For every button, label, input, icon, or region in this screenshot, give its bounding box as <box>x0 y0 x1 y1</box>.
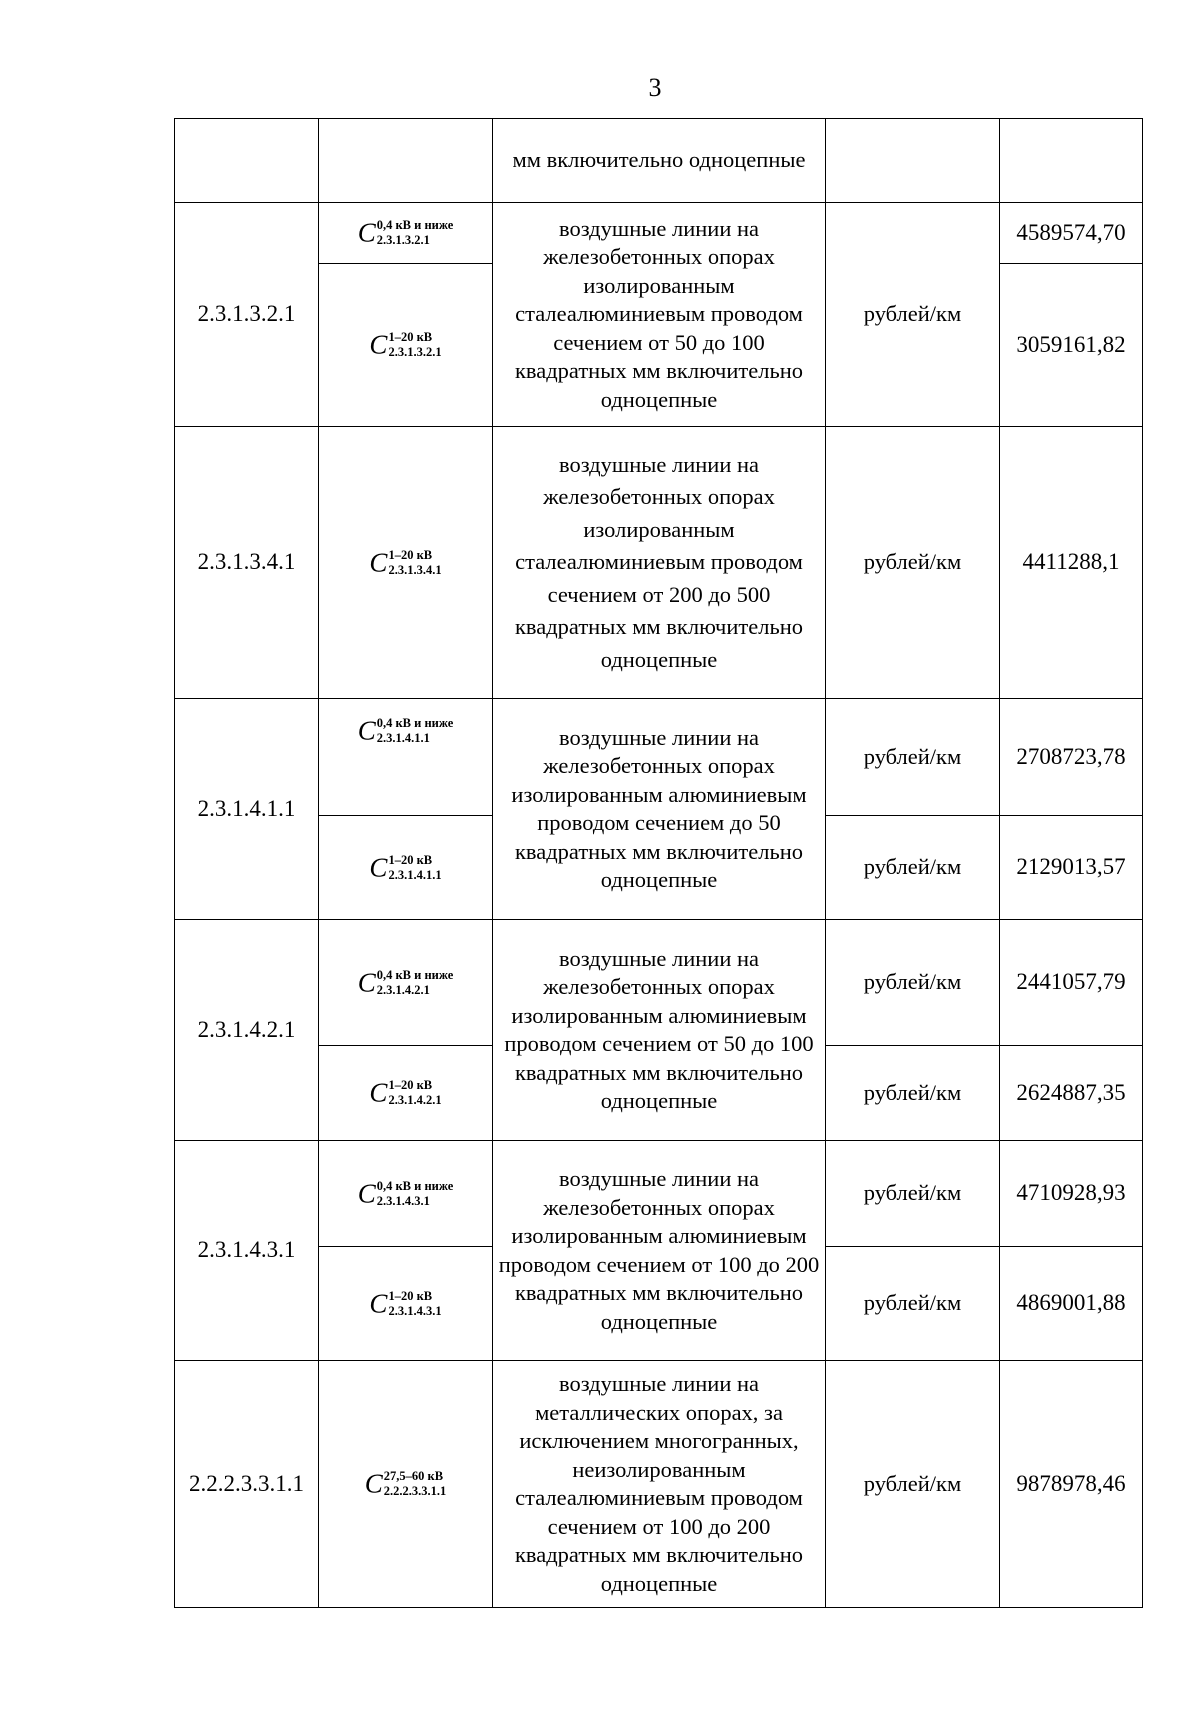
rate-symbol: C 0,4 кВ и ниже 2.3.1.4.3.1 <box>357 1178 454 1209</box>
rate-symbol-cell <box>319 203 493 264</box>
rate-symbol: C 27,5–60 кВ 2.2.2.3.3.1.1 <box>364 1468 447 1499</box>
table-row <box>175 427 1143 699</box>
row-code <box>175 119 319 203</box>
table-row <box>175 203 1143 264</box>
row-value: 2129013,57 <box>1000 816 1143 920</box>
row-code: 2.3.1.4.1.1 <box>175 699 319 920</box>
row-description: мм включительно одноцепные <box>493 119 826 203</box>
rate-symbol: C 0,4 кВ и ниже 2.3.1.4.1.1 <box>357 715 454 746</box>
rate-symbol-cell <box>319 920 493 1046</box>
row-description: воздушные линии на железобетонных опорах изолированным сталеалюминиевым проводом сечением от 50 до 100 квадратных мм включительно одноцепные <box>493 203 826 427</box>
table-row <box>175 1141 1143 1247</box>
row-value: 4710928,93 <box>1000 1141 1143 1247</box>
table-row <box>175 119 1143 203</box>
rate-symbol-cell <box>319 1141 493 1247</box>
row-value: 4869001,88 <box>1000 1247 1143 1361</box>
row-value: 4411288,1 <box>1000 427 1143 699</box>
row-value: 2441057,79 <box>1000 920 1143 1046</box>
row-unit <box>826 119 1000 203</box>
rate-symbol: C 0,4 кВ и ниже 2.3.1.3.2.1 <box>357 217 454 248</box>
rate-symbol-cell <box>319 427 493 699</box>
rate-symbol-cell <box>319 1247 493 1361</box>
row-value: 3059161,82 <box>1000 264 1143 427</box>
row-unit: рублей/км <box>826 203 1000 427</box>
row-value: 2708723,78 <box>1000 699 1143 816</box>
rate-symbol-cell <box>319 699 493 816</box>
row-description: воздушные линии на металлических опорах, за исключением многогранных, неизолированным сталеалюминиевым проводом сечением от 100 до 200 квадратных мм включительно одноцепные <box>493 1361 826 1608</box>
row-unit: рублей/км <box>826 1247 1000 1361</box>
rates-table <box>174 118 1143 1608</box>
row-unit: рублей/км <box>826 427 1000 699</box>
row-value: 9878978,46 <box>1000 1361 1143 1608</box>
rate-symbol: C 1–20 кВ 2.3.1.3.4.1 <box>369 547 442 578</box>
row-unit: рублей/км <box>826 1046 1000 1141</box>
row-value <box>1000 119 1143 203</box>
row-description: воздушные линии на железобетонных опорах изолированным сталеалюминиевым проводом сечением от 200 до 500 квадратных мм включительно одноцепные <box>493 427 826 699</box>
row-value: 2624887,35 <box>1000 1046 1143 1141</box>
rate-symbol: C 1–20 кВ 2.3.1.3.2.1 <box>369 329 442 360</box>
table-row <box>175 1361 1143 1608</box>
row-unit: рублей/км <box>826 1361 1000 1608</box>
row-code: 2.2.2.3.3.1.1 <box>175 1361 319 1608</box>
row-unit: рублей/км <box>826 816 1000 920</box>
rate-symbol-cell <box>319 119 493 203</box>
row-unit: рублей/км <box>826 1141 1000 1247</box>
table-row <box>175 699 1143 816</box>
rate-symbol: C 1–20 кВ 2.3.1.4.3.1 <box>369 1288 442 1319</box>
row-value: 4589574,70 <box>1000 203 1143 264</box>
rate-symbol-cell <box>319 1046 493 1141</box>
row-description: воздушные линии на железобетонных опорах изолированным алюминиевым проводом сечением до 50 квадратных мм включительно одноцепные <box>493 699 826 920</box>
rate-symbol-cell <box>319 1361 493 1608</box>
rate-symbol-cell <box>319 816 493 920</box>
rate-symbol: C 1–20 кВ 2.3.1.4.1.1 <box>369 852 442 883</box>
row-code: 2.3.1.4.2.1 <box>175 920 319 1141</box>
table-row <box>175 920 1143 1046</box>
page-number: 3 <box>648 73 662 102</box>
row-description: воздушные линии на железобетонных опорах изолированным алюминиевым проводом сечением от 50 до 100 квадратных мм включительно одноцепные <box>493 920 826 1141</box>
row-code: 2.3.1.4.3.1 <box>175 1141 319 1361</box>
rate-symbol: C 1–20 кВ 2.3.1.4.2.1 <box>369 1077 442 1108</box>
row-code: 2.3.1.3.2.1 <box>175 203 319 427</box>
row-unit: рублей/км <box>826 699 1000 816</box>
row-description: воздушные линии на железобетонных опорах изолированным алюминиевым проводом сечением от 100 до 200 квадратных мм включительно одноцепные <box>493 1141 826 1361</box>
rate-symbol: C 0,4 кВ и ниже 2.3.1.4.2.1 <box>357 967 454 998</box>
rate-symbol-cell <box>319 264 493 427</box>
row-unit: рублей/км <box>826 920 1000 1046</box>
row-code: 2.3.1.3.4.1 <box>175 427 319 699</box>
